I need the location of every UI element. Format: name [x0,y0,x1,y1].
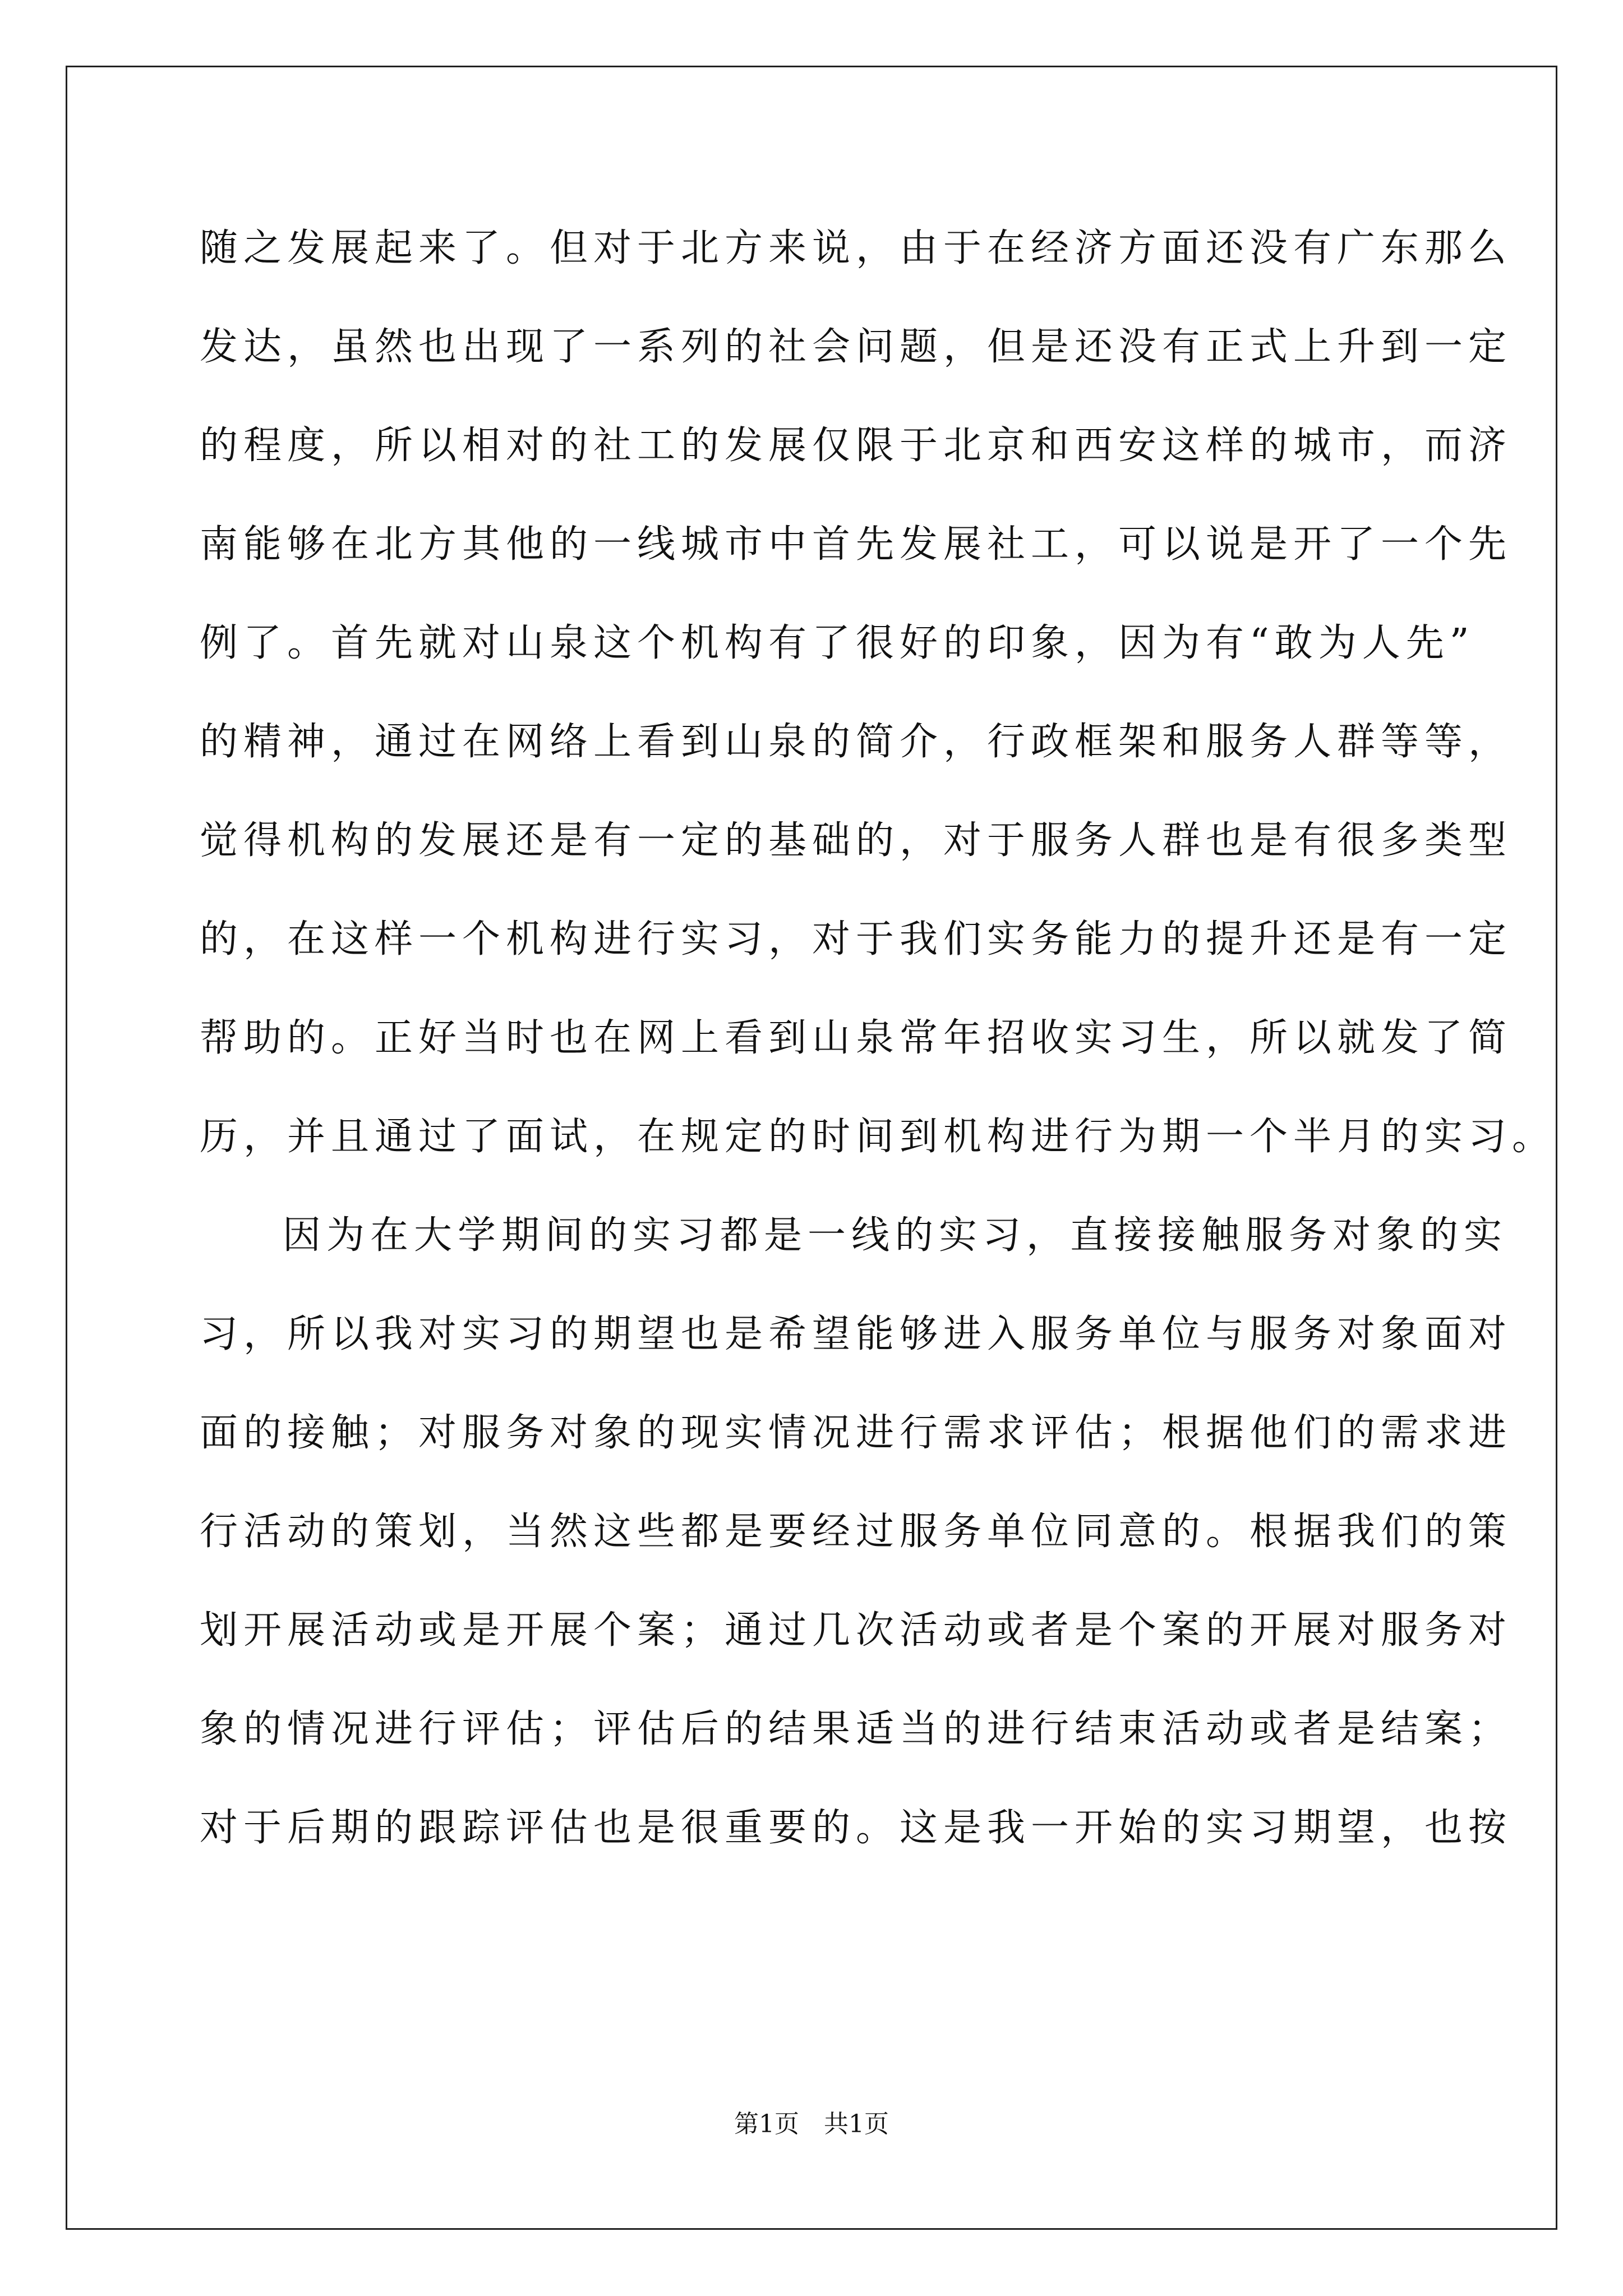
text-line: 因为在大学期间的实习都是一线的实习，直接接触服务对象的实 [283,1213,1508,1258]
document-body [200,199,1556,1878]
text-line: 习，所以我对实习的期望也是希望能够进入服务单位与服务对象面对 [200,1312,1513,1356]
text-line: 发达，虽然也出现了一系列的社会问题，但是还没有正式上升到一定 [200,325,1513,369]
text-line: 历，并且通过了面试，在规定的时间到机构进行为期一个半月的实习。 [200,1115,1556,1159]
text-line: 帮助的。正好当时也在网上看到山泉常年招收实习生，所以就发了简 [200,1016,1513,1060]
text-line: 象的情况进行评估；评估后的结果适当的进行结束活动或者是结案； [200,1707,1513,1751]
text-line: 南能够在北方其他的一线城市中首先发展社工，可以说是开了一个先 [200,522,1513,567]
text-line: 觉得机构的发展还是有一定的基础的，对于服务人群也是有很多类型 [200,818,1513,863]
text-line: 对于后期的跟踪评估也是很重要的。这是我一开始的实习期望，也按 [200,1806,1513,1850]
text-line: 随之发展起来了。但对于北方来说，由于在经济方面还没有广东那么 [200,226,1513,270]
text-line: 的程度，所以相对的社工的发展仅限于北京和西安这样的城市，而济 [200,424,1513,468]
text-line: 的精神，通过在网络上看到山泉的简介，行政框架和服务人群等等， [200,720,1513,764]
text-line: 面的接触；对服务对象的现实情况进行需求评估；根据他们的需求进 [200,1411,1513,1455]
text-line: 行活动的策划，当然这些都是要经过服务单位同意的。根据我们的策 [200,1510,1513,1554]
text-line: 的，在这样一个机构进行实习，对于我们实务能力的提升还是有一定 [200,917,1513,961]
page-footer: 第1页 共1页 [734,2110,889,2138]
text-line: 例了。首先就对山泉这个机构有了很好的印象，因为有“敢为人先” [200,621,1475,665]
text-line: 划开展活动或是开展个案；通过几次活动或者是个案的开展对服务对 [200,1608,1513,1653]
